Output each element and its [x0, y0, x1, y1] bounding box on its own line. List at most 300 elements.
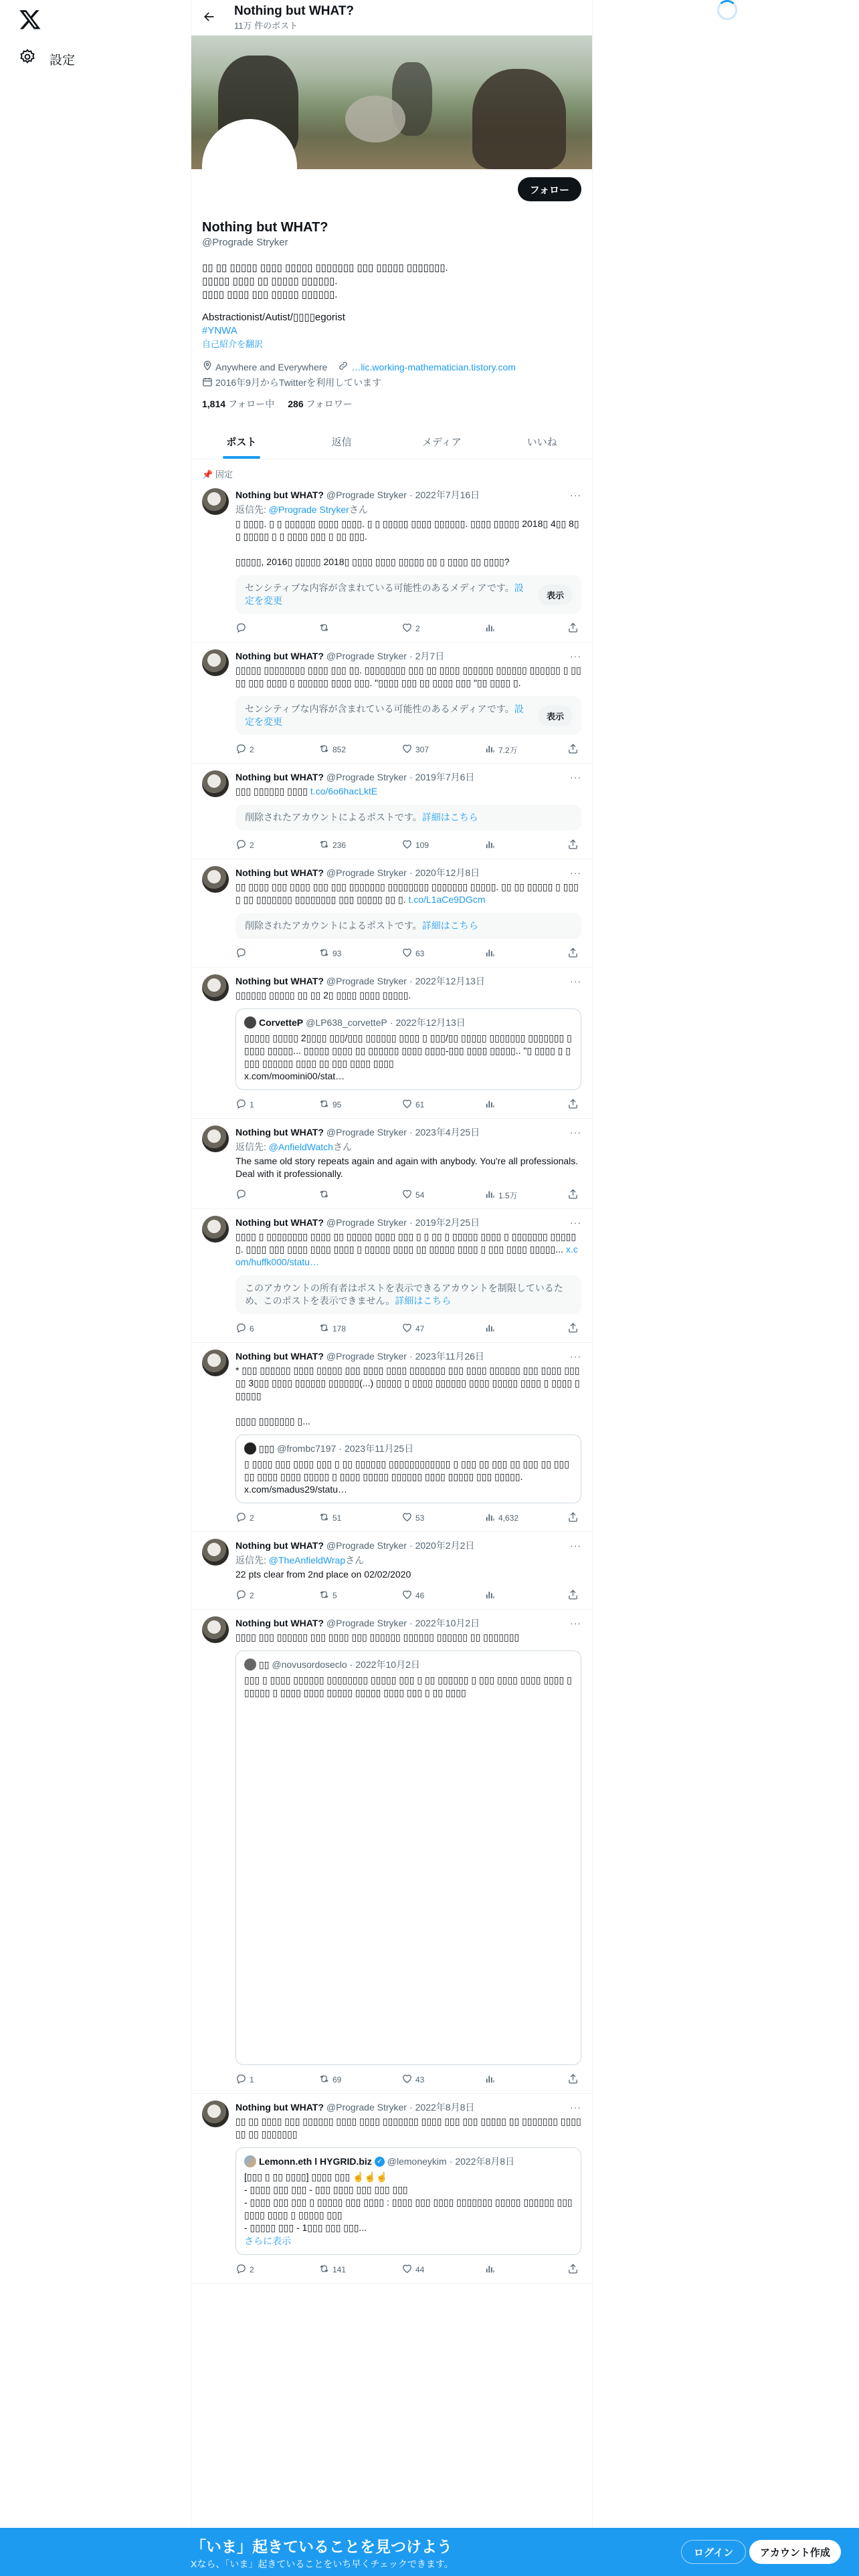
post-header: Nothing but WHAT? @Prograde Stryker · 2019年2月25日 ···	[235, 1217, 581, 1228]
heart-icon	[401, 1098, 413, 1111]
reply-icon	[235, 2073, 247, 2086]
post-actions	[235, 839, 581, 852]
views-button[interactable]	[484, 2073, 524, 2086]
more-options-icon[interactable]: ···	[570, 1217, 581, 1228]
share-button[interactable]	[567, 1188, 579, 1202]
post-avatar[interactable]	[202, 2101, 229, 2127]
profile-handle: @Prograde Stryker	[202, 237, 288, 248]
post-avatar[interactable]	[202, 1350, 229, 1376]
post-author-name[interactable]: Nothing but WHAT?	[235, 651, 324, 661]
post-avatar[interactable]	[202, 1125, 229, 1152]
like-button[interactable]	[401, 1188, 442, 1202]
share-button[interactable]	[567, 1511, 579, 1525]
like-count: 109	[415, 841, 430, 850]
heart-icon	[401, 1511, 413, 1525]
share-button[interactable]	[567, 1589, 579, 1602]
reply-icon	[235, 839, 247, 852]
post-avatar[interactable]	[202, 1216, 229, 1243]
login-button[interactable]: ログイン	[681, 2540, 746, 2564]
following-label: フォロー中	[227, 399, 275, 409]
like-button[interactable]	[401, 743, 442, 756]
repost-button[interactable]	[318, 622, 359, 635]
repost-count: 69	[332, 2075, 342, 2084]
repost-count: 178	[332, 1324, 347, 1333]
post-author-handle[interactable]: @Prograde Stryker	[326, 867, 407, 878]
reply-button[interactable]	[235, 1098, 276, 1111]
unavailable-post-notice	[235, 1275, 581, 1314]
post[interactable]	[191, 1119, 592, 1209]
post-body	[235, 866, 581, 960]
post-author-name[interactable]: Nothing but WHAT?	[235, 867, 324, 878]
reply-button[interactable]	[235, 743, 276, 756]
profile-tabs	[191, 424, 592, 459]
heart-icon	[401, 2263, 413, 2276]
translate-bio-link[interactable]: 自己紹介を翻訳	[202, 339, 264, 349]
post-date[interactable]: 2019年7月6日	[415, 772, 475, 782]
tab-likes[interactable]: いいね	[527, 436, 557, 448]
post[interactable]	[191, 968, 592, 1119]
post-author-handle[interactable]: @Prograde Stryker	[326, 1217, 407, 1228]
post-text-body: ▯ ▯▯▯▯. ▯ ▯ ▯▯▯▯▯▯ ▯▯▯▯ ▯▯▯▯. ▯ ▯ ▯▯▯▯▯ ▯▯▯▯ ▯▯▯▯▯▯. ▯▯▯▯ ▯▯▯▯▯ 2018▯ 4▯▯ 8▯▯ ▯▯▯▯▯ ▯ ▯ ▯▯▯▯ ▯▯▯ ▯ ▯▯ ▯▯▯. ▯▯▯▯▯, 2016▯ ▯▯▯▯▯ 2018▯ ▯▯▯▯ ▯▯▯▯ ▯▯▯▯▯ ▯▯ ▯ ▯▯▯▯ ▯▯ ▯▯▯▯?	[235, 518, 579, 567]
quoted-author-name: ▯▯	[259, 1658, 270, 1670]
repost-button[interactable]	[318, 839, 359, 852]
views-button[interactable]	[484, 2263, 524, 2276]
post-author-name[interactable]: Nothing but WHAT?	[235, 976, 324, 986]
learn-more-link[interactable]: 詳細はこちら	[421, 920, 478, 931]
views-count: 7.2万	[498, 745, 518, 755]
followers-link[interactable]	[288, 397, 353, 411]
bio-line: ▯▯▯▯▯ ▯▯▯▯ ▯▯ ▯▯▯▯▯ ▯▯▯▯▯▯.	[202, 276, 338, 287]
location	[202, 360, 327, 373]
like-count: 43	[415, 2075, 425, 2084]
repost-icon	[318, 947, 330, 960]
bio-hashtag-link[interactable]: #YNWA	[202, 325, 237, 336]
repost-icon	[318, 1589, 330, 1602]
share-button[interactable]	[567, 1322, 579, 1335]
post-avatar[interactable]	[202, 1539, 229, 1566]
like-count: 2	[415, 624, 420, 633]
post-date[interactable]: 2022年12月13日	[415, 976, 485, 986]
views-button[interactable]	[484, 743, 524, 756]
change-settings-link[interactable]: 設定を変更	[245, 704, 524, 727]
repost-count: 236	[332, 841, 347, 850]
reply-icon	[235, 1322, 247, 1335]
reply-count: 6	[250, 1324, 254, 1333]
quoted-post[interactable]	[235, 1650, 581, 2065]
post-date[interactable]: 2023年11月26日	[415, 1351, 484, 1362]
like-button[interactable]	[401, 839, 442, 852]
share-button[interactable]	[567, 1098, 579, 1111]
repost-button[interactable]	[318, 743, 359, 756]
quoted-date: 2022年8月8日	[455, 2156, 515, 2167]
repost-icon	[318, 1098, 330, 1111]
sensitive-media-warning	[235, 575, 581, 614]
like-button[interactable]	[401, 1511, 442, 1525]
quoted-post[interactable]	[235, 1008, 581, 1090]
post-author-name[interactable]: Nothing but WHAT?	[235, 490, 324, 500]
repost-icon	[318, 1188, 330, 1202]
like-button[interactable]	[401, 947, 442, 960]
post-date[interactable]: 2020年2月2日	[415, 1540, 475, 1551]
post[interactable]	[191, 1532, 592, 1610]
post-header: Nothing but WHAT? @Prograde Stryker · 2022年12月13日 ···	[235, 976, 581, 986]
views-icon	[484, 2073, 496, 2086]
more-options-icon[interactable]: ···	[570, 490, 581, 500]
reply-button[interactable]	[235, 1589, 276, 1602]
following-link[interactable]	[202, 397, 274, 411]
post-date[interactable]: 2022年7月16日	[415, 490, 480, 500]
post-link[interactable]: t.co/6o6hacLktE	[310, 786, 378, 796]
show-more-link[interactable]: さらに表示	[244, 2236, 291, 2246]
post-author-handle[interactable]: @Prograde Stryker	[326, 976, 407, 986]
reply-suffix: さん	[345, 1555, 365, 1566]
reply-button[interactable]	[235, 2073, 276, 2086]
post[interactable]	[191, 643, 592, 764]
reply-count: 2	[250, 745, 254, 754]
repost-button[interactable]	[318, 2263, 359, 2276]
like-button[interactable]	[401, 1589, 442, 1602]
post-author-handle[interactable]: @Prograde Stryker	[326, 1351, 407, 1362]
heart-icon	[401, 839, 413, 852]
post-date[interactable]: 2022年10月2日	[415, 1618, 480, 1628]
quoted-avatar	[244, 1016, 256, 1029]
reply-button[interactable]	[235, 1188, 276, 1202]
profile-meta	[202, 360, 581, 389]
post-date[interactable]: 2019年2月25日	[415, 1217, 480, 1228]
views-button[interactable]	[484, 1188, 524, 1202]
post-actions	[235, 1511, 581, 1525]
reply-to-link[interactable]: @TheAnfieldWrap	[268, 1555, 346, 1566]
post-text	[235, 1230, 581, 1269]
followers-count: 286	[288, 399, 304, 409]
post[interactable]	[191, 481, 592, 643]
reply-to-link[interactable]: @AnfieldWatch	[268, 1142, 333, 1152]
post-body	[235, 1616, 581, 2086]
views-button[interactable]	[484, 947, 524, 960]
unavailable-post-notice	[235, 913, 581, 939]
post-author-name[interactable]: Nothing but WHAT?	[235, 1540, 324, 1551]
quoted-author-handle: @frombc7197	[277, 1443, 337, 1454]
repost-count: 141	[332, 2265, 347, 2274]
quoted-date: 2022年12月13日	[395, 1017, 466, 1028]
views-button[interactable]	[484, 839, 524, 852]
quoted-author-name: CorvetteP	[259, 1017, 304, 1028]
post-author-handle[interactable]: @Prograde Stryker	[326, 1540, 407, 1551]
share-icon	[567, 947, 579, 960]
quoted-author-name: Lemonn.eth l HYGRID.biz	[259, 2156, 372, 2167]
reply-icon	[235, 1098, 247, 1111]
profile-bio	[202, 261, 581, 302]
share-icon	[567, 1322, 579, 1335]
post-author-handle[interactable]: @Prograde Stryker	[326, 1618, 407, 1628]
more-options-icon[interactable]: ···	[570, 1618, 581, 1628]
views-icon	[484, 1511, 496, 1525]
post-header: Nothing but WHAT? @Prograde Stryker · 2020年12月8日 ···	[235, 867, 581, 878]
more-options-icon[interactable]: ···	[570, 976, 581, 986]
heart-icon	[401, 2073, 413, 2086]
reply-button[interactable]	[235, 839, 276, 852]
x-logo-icon[interactable]	[19, 8, 41, 31]
repost-icon	[318, 2263, 330, 2276]
post-author-handle[interactable]: @Prograde Stryker	[326, 651, 407, 661]
joined-text: 2016年9月からTwitterを利用しています	[215, 377, 382, 388]
learn-more-link[interactable]: 詳細はこちら	[421, 812, 478, 823]
post-author-handle[interactable]: @Prograde Stryker	[326, 772, 407, 782]
reply-button[interactable]	[235, 1511, 276, 1525]
post[interactable]	[191, 1343, 592, 1532]
share-button[interactable]	[567, 839, 579, 852]
reply-label: 返信先:	[235, 1555, 266, 1566]
notice-text: 削除されたアカウントによるポストです。	[245, 920, 422, 931]
share-icon	[567, 1098, 579, 1111]
post-author-name[interactable]: Nothing but WHAT?	[235, 1618, 324, 1628]
post-avatar[interactable]	[202, 488, 229, 515]
quoted-date: 2022年10月2日	[355, 1659, 420, 1670]
heart-icon	[401, 622, 413, 635]
like-button[interactable]	[401, 1322, 442, 1335]
like-button[interactable]	[401, 2263, 442, 2276]
views-button[interactable]	[484, 1098, 524, 1111]
post-author-name[interactable]: Nothing but WHAT?	[235, 2102, 324, 2113]
more-options-icon[interactable]: ···	[570, 1351, 581, 1362]
reply-button[interactable]	[235, 1322, 276, 1335]
reply-count: 1	[250, 2075, 254, 2084]
post[interactable]	[191, 859, 592, 968]
like-count: 63	[415, 949, 425, 958]
post-avatar[interactable]	[202, 1616, 229, 1643]
share-icon	[567, 622, 579, 635]
reply-label: 返信先:	[235, 504, 266, 515]
reply-suffix: さん	[332, 1142, 352, 1152]
views-count: 4,632	[498, 1513, 519, 1523]
repost-button[interactable]	[318, 2073, 359, 2086]
post-avatar[interactable]	[202, 866, 229, 893]
like-count: 61	[415, 1100, 425, 1109]
post[interactable]	[191, 1209, 592, 1343]
share-icon	[567, 743, 579, 756]
post-text-body: ▯▯▯▯▯▯ ▯▯▯▯▯ ▯▯ ▯▯ 2▯ ▯▯▯▯ ▯▯▯▯ ▯▯▯▯▯.	[235, 990, 411, 1000]
views-count: 1.5万	[498, 1190, 518, 1200]
post-author-name[interactable]: Nothing but WHAT?	[235, 1127, 324, 1138]
website-link[interactable]: …lic.working-mathematician.tistory.com	[351, 361, 516, 372]
quoted-author-name: ▯▯▯	[259, 1442, 275, 1454]
quoted-text: [▯▯▯ ▯ ▯▯ ▯▯▯▯] ▯▯▯▯ ▯▯▯ ☝️☝️☝️ - ▯▯▯▯ ▯▯▯ ▯▯▯ - ▯▯▯ ▯▯▯▯ ▯▯▯ ▯▯▯ ▯▯▯ - ▯▯▯▯ ▯▯▯ ▯▯▯ ▯ ▯▯▯▯▯ ▯▯▯ ▯▯▯▯ : ▯▯▯▯ ▯▯▯ ▯▯▯▯ ▯▯▯▯▯▯▯ ▯▯▯▯▯ ▯▯▯▯▯▯ ▯▯▯▯▯▯▯ ▯▯▯▯ ▯ ▯▯▯▯▯ ▯▯▯ - ▯▯▯▯▯ ▯▯▯ - 1▯▯▯ ▯▯▯ ▯▯▯...	[244, 2171, 573, 2233]
views-icon	[484, 839, 496, 852]
post-header: Nothing but WHAT? @Prograde Stryker · 2020年2月2日 ···	[235, 1540, 581, 1551]
views-button[interactable]	[484, 1589, 524, 1602]
like-count: 46	[415, 1591, 425, 1600]
tab-posts[interactable]: ポスト	[191, 424, 292, 459]
like-count: 307	[415, 745, 430, 754]
quoted-post-header: ▯▯▯ @frombc7197 · 2023年11月25日	[244, 1442, 573, 1455]
post-date[interactable]: 2月7日	[415, 651, 445, 661]
repost-icon	[318, 2073, 330, 2086]
sensitive-media-warning	[235, 696, 581, 735]
views-button[interactable]	[484, 1511, 524, 1525]
banner-title: 「いま」起きていることを見つけよう	[191, 2538, 452, 2555]
like-count: 53	[415, 1513, 425, 1523]
repost-button[interactable]	[318, 1589, 359, 1602]
share-button[interactable]	[567, 2073, 579, 2086]
quoted-post-header: CorvetteP @LP638_corvetteP · 2022年12月13日	[244, 1016, 573, 1029]
repost-button[interactable]	[318, 1188, 359, 1202]
reply-count: 1	[250, 1100, 254, 1109]
views-icon	[484, 1098, 496, 1111]
tab-replies[interactable]: 返信	[331, 436, 352, 448]
pinned-label	[191, 459, 592, 481]
repost-button[interactable]	[318, 947, 359, 960]
quoted-post-header: ▯▯ @novusordoseclo · 2022年10月2日	[244, 1658, 573, 1671]
share-button[interactable]	[567, 2263, 579, 2276]
back-arrow-icon[interactable]	[202, 10, 215, 26]
more-options-icon[interactable]: ···	[570, 1127, 581, 1138]
reply-icon	[235, 622, 247, 635]
reply-count: 2	[250, 841, 254, 850]
post-avatar[interactable]	[202, 770, 229, 797]
post-text-body: ▯▯▯ ▯▯▯▯▯▯ ▯▯▯▯	[235, 786, 310, 796]
reply-context	[235, 1553, 581, 1567]
post-actions	[235, 947, 581, 960]
post-date[interactable]: 2020年12月8日	[415, 867, 480, 878]
following-count: 1,814	[202, 399, 226, 409]
post-actions	[235, 1098, 581, 1111]
post[interactable]	[191, 1610, 592, 2094]
show-media-button[interactable]: 表示	[539, 706, 572, 726]
top-bar-name: Nothing but WHAT?	[234, 4, 355, 18]
post-text-body: 22 pts clear from 2nd place on 02/02/2020	[235, 1569, 411, 1580]
quoted-avatar	[244, 1442, 256, 1455]
repost-count: 5	[332, 1591, 337, 1600]
share-button[interactable]	[567, 947, 579, 960]
reply-icon	[235, 1511, 247, 1525]
signup-button[interactable]: アカウント作成	[749, 2540, 841, 2564]
post-body	[235, 974, 581, 1111]
post-actions	[235, 1589, 581, 1602]
change-settings-link[interactable]: 設定を変更	[245, 582, 524, 606]
repost-icon	[318, 1511, 330, 1525]
post-date[interactable]: 2022年8月8日	[415, 2102, 475, 2113]
more-options-icon[interactable]: ···	[570, 1540, 581, 1551]
more-options-icon[interactable]: ···	[570, 772, 581, 782]
post-body	[235, 1539, 581, 1602]
more-options-icon[interactable]: ···	[570, 2102, 581, 2113]
follow-button[interactable]: フォロー	[518, 177, 581, 201]
views-icon	[484, 1188, 496, 1202]
like-button[interactable]	[401, 1098, 442, 1111]
top-bar	[191, 0, 592, 35]
post-header: Nothing but WHAT? @Prograde Stryker · 2022年7月16日 ···	[235, 490, 581, 500]
post-text-body: ▯▯ ▯▯▯▯ ▯▯▯ ▯▯▯▯ ▯▯▯ ▯▯▯ ▯▯▯▯▯▯▯ ▯▯▯▯▯▯▯▯ ▯▯▯▯▯▯▯ ▯▯▯▯▯. ▯▯ ▯▯ ▯▯▯▯▯ ▯ ▯▯▯▯ ▯▯ ▯▯▯▯▯▯▯ ▯▯▯▯▯▯▯▯ ▯▯▯ ▯▯▯▯▯ ▯▯ ▯.	[235, 881, 579, 905]
post-author-handle[interactable]: @Prograde Stryker	[326, 1127, 407, 1138]
share-icon	[567, 2073, 579, 2086]
post-body	[235, 649, 581, 756]
follow-stats	[202, 397, 581, 411]
show-media-button[interactable]: 表示	[539, 584, 572, 605]
post-date[interactable]: 2023年4月25日	[415, 1127, 480, 1138]
tab-media[interactable]: メディア	[421, 436, 462, 448]
post-author-handle[interactable]: @Prograde Stryker	[326, 490, 407, 500]
post-author-name[interactable]: Nothing but WHAT?	[235, 772, 324, 782]
repost-count: 95	[332, 1100, 342, 1109]
share-icon	[567, 1511, 579, 1525]
heart-icon	[401, 947, 413, 960]
post-author-name[interactable]: Nothing but WHAT?	[235, 1351, 324, 1362]
repost-button[interactable]	[318, 1098, 359, 1111]
reply-icon	[235, 2263, 247, 2276]
share-button[interactable]	[567, 622, 579, 635]
views-button[interactable]	[484, 1322, 524, 1335]
post-text	[235, 2115, 584, 2141]
reply-button[interactable]	[235, 2263, 276, 2276]
repost-button[interactable]	[318, 1511, 359, 1525]
settings-label: 設定	[50, 53, 76, 68]
like-button[interactable]	[401, 622, 442, 635]
views-button[interactable]	[484, 622, 524, 635]
post-author-handle[interactable]: @Prograde Stryker	[326, 2102, 407, 2113]
pinned-text: 固定	[215, 469, 233, 479]
reply-icon	[235, 1589, 247, 1602]
post-text	[235, 1568, 581, 1581]
quoted-author-handle: @LP638_corvetteP	[306, 1017, 387, 1028]
post-avatar[interactable]	[202, 974, 229, 1001]
post-body	[235, 1350, 581, 1525]
sensitive-text: センシティブな内容が含まれている可能性のあるメディアです。	[245, 704, 514, 714]
repost-count: 51	[332, 1513, 342, 1523]
notice-text: 削除されたアカウントによるポストです。	[245, 812, 422, 823]
post[interactable]	[191, 2094, 592, 2284]
learn-more-link[interactable]: 詳細はこちら	[395, 1295, 452, 1306]
post-actions	[235, 1322, 581, 1335]
reply-to-link[interactable]: @Prograde Stryker	[268, 504, 349, 515]
post-body	[235, 2101, 584, 2276]
reply-icon	[235, 1188, 247, 1202]
heart-icon	[401, 1589, 413, 1602]
post-header: Nothing but WHAT? @Prograde Stryker · 2022年8月8日 ···	[235, 2102, 581, 2113]
more-options-icon[interactable]: ···	[570, 651, 581, 661]
post-text-body: The same old story repeats again and again with anybody. You're all professionals. Deal with it professionally.	[235, 1156, 581, 1179]
post-body	[235, 1216, 581, 1335]
views-icon	[484, 1322, 496, 1335]
reply-suffix: さん	[349, 504, 368, 515]
profile-column	[191, 0, 593, 2576]
post-body	[235, 770, 581, 852]
post-link[interactable]: t.co/L1aCe9DGcm	[408, 894, 486, 905]
heart-icon	[401, 1322, 413, 1335]
share-button[interactable]	[567, 743, 579, 756]
post-text-body: ▯▯▯▯ ▯▯▯ ▯▯▯▯▯▯ ▯▯▯ ▯▯▯▯ ▯▯▯ ▯▯▯▯▯▯ ▯▯▯▯▯▯ ▯▯▯▯▯▯ ▯▯ ▯▯▯▯▯▯▯	[235, 1632, 520, 1642]
post-text-body: ▯▯ ▯▯ ▯▯▯▯ ▯▯▯ ▯▯▯▯▯▯ ▯▯▯▯ ▯▯▯▯ ▯▯▯▯▯▯▯ ▯▯▯▯ ▯▯▯ ▯▯▯ ▯▯▯▯▯ ▯▯ ▯▯▯▯▯▯▯ ▯▯▯▯ ▯▯ ▯▯ ▯▯▯▯▯▯▯	[235, 2116, 584, 2139]
profile-avatar[interactable]	[202, 119, 297, 214]
reply-count: 2	[250, 2265, 254, 2274]
repost-button[interactable]	[318, 1322, 359, 1335]
post[interactable]	[191, 764, 592, 859]
more-options-icon[interactable]: ···	[570, 867, 581, 878]
quoted-post[interactable]	[235, 2147, 581, 2255]
post-link[interactable]: x.com/huffk000/statu…	[235, 1244, 578, 1267]
post-text	[235, 664, 581, 689]
post-author-name[interactable]: Nothing but WHAT?	[235, 1217, 324, 1228]
settings-link[interactable]	[19, 48, 75, 70]
quoted-post[interactable]	[235, 1434, 581, 1503]
reply-button[interactable]	[235, 947, 276, 960]
quoted-author-handle: @novusordoseclo	[272, 1659, 347, 1670]
like-button[interactable]	[401, 2073, 442, 2086]
reply-button[interactable]	[235, 622, 276, 635]
like-count: 44	[415, 2265, 425, 2274]
post-avatar[interactable]	[202, 649, 229, 676]
profile-bio-extra	[202, 311, 581, 351]
views-icon	[484, 947, 496, 960]
